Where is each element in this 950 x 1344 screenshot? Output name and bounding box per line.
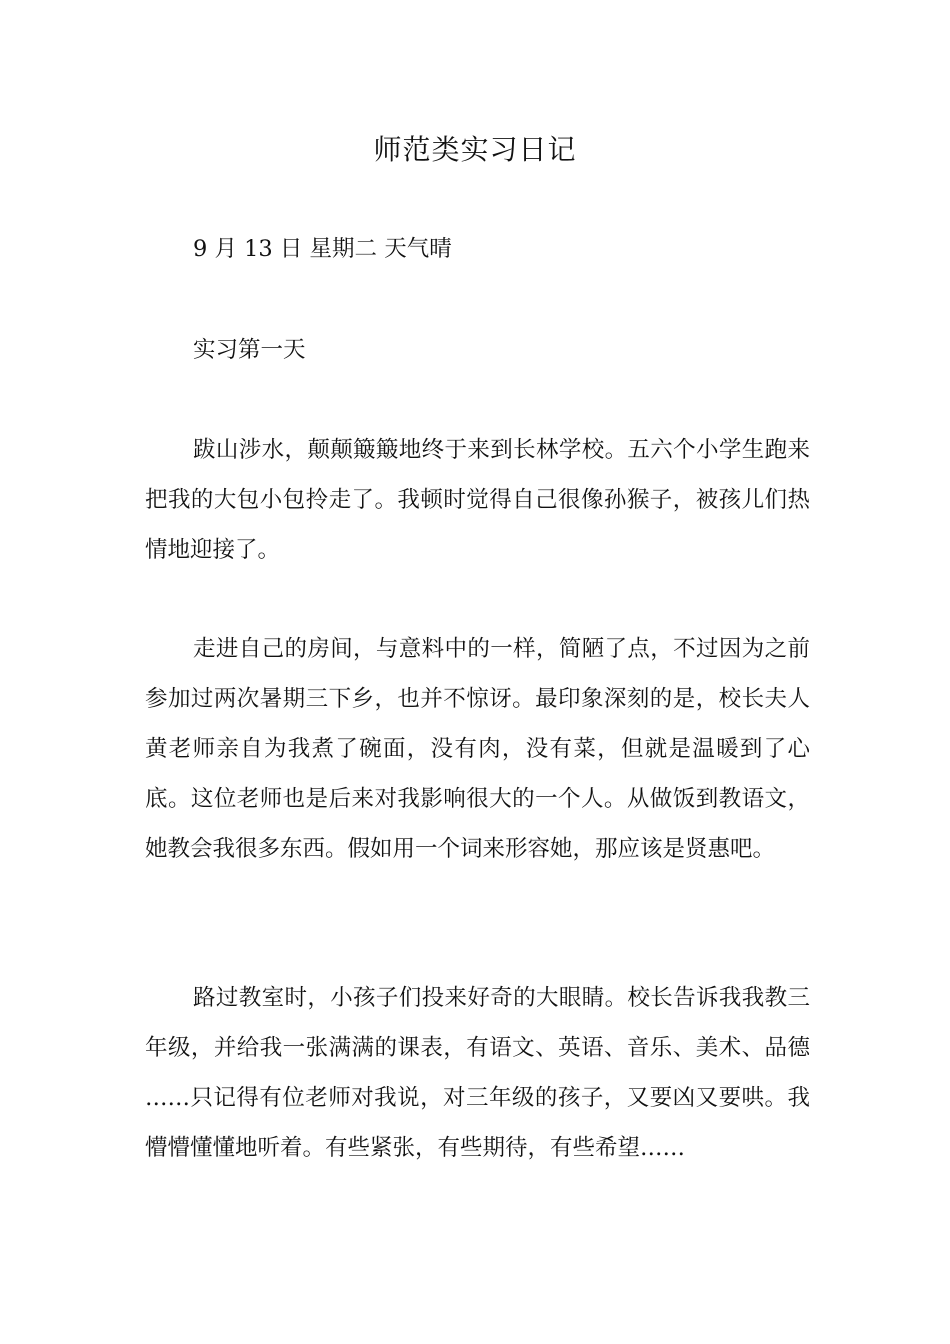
section-subtitle: 实习第一天 [193, 337, 306, 363]
paragraph-2: 走进自己的房间，与意料中的一样，简陋了点，不过因为之前参加过两次暑期三下乡，也并不惊讶。最印象深刻的是，校长夫人黄老师亲自为我煮了碗面，没有肉，没有菜，但就是温暖到了心底。这位老师也是后来对我影响很大的一个人。从做饭到教语文，她教会我很多东西。假如用一个词来形容她，那应该是贤惠吧。 [145, 636, 810, 862]
date-line: 9 月 13 日 星期二 天气晴 [193, 236, 452, 262]
document-title: 师范类实习日记 [373, 133, 577, 166]
paragraph-3: 路过教室时，小孩子们投来好奇的大眼睛。校长告诉我我教三年级，并给我一张满满的课表，有语文、英语、音乐、美术、品德 ……只记得有位老师对我说，对三年级的孩子，又要凶又要哄。我懵懵懂懂地听着。有些紧张，有些期待，有些希望…… [145, 985, 810, 1161]
paragraph-1: 跋山涉水，颠颠簸簸地终于来到长林学校。五六个小学生跑来把我的大包小包拎走了。我顿时觉得自己很像孙猴子，被孩儿们热情地迎接了。 [145, 437, 810, 563]
